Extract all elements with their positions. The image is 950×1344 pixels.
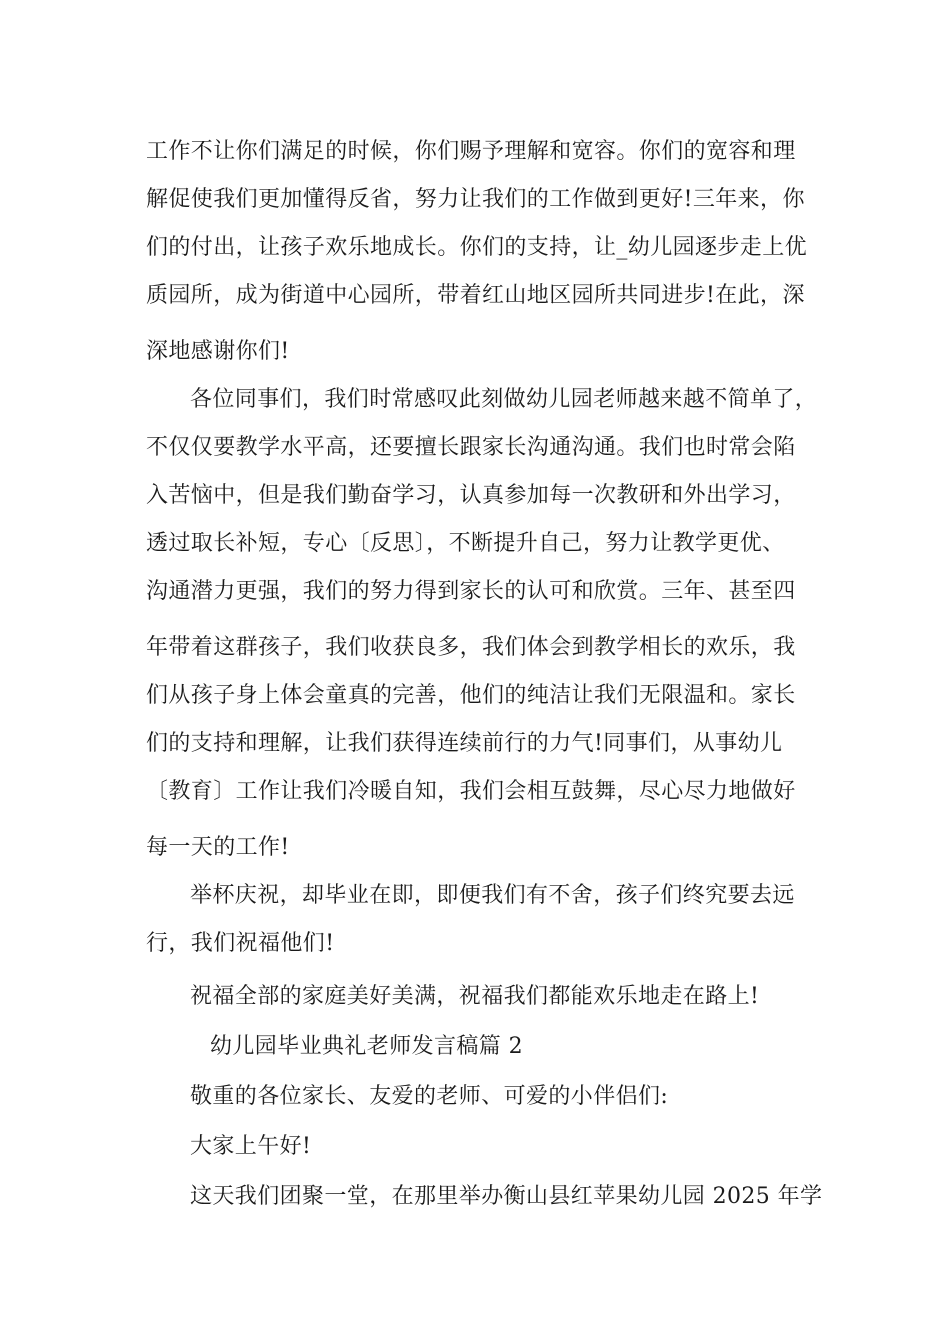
paragraph-line: 们的支持和理解，让我们获得连续前行的力气!同事们，从事幼儿 xyxy=(146,731,783,756)
section-heading: 幼儿园毕业典礼老师发言稿篇 2 xyxy=(210,1034,523,1059)
greeting-line: 大家上午好! xyxy=(190,1134,312,1159)
paragraph-line: 质园所，成为街道中心园所，带着红山地区园所共同进步!在此，深 xyxy=(146,283,805,308)
paragraph-line: 们从孩子身上体会童真的完善，他们的纯洁让我们无限温和。家长 xyxy=(146,683,796,708)
paragraph-line: 祝福全部的家庭美好美满，祝福我们都能欢乐地走在路上! xyxy=(190,984,760,1009)
paragraph-line: 们的付出，让孩子欢乐地成长。你们的支持，让_幼儿园逐步走上优 xyxy=(146,235,808,260)
paragraph-line: 年带着这群孩子，我们收获良多，我们体会到教学相长的欢乐，我 xyxy=(146,635,796,660)
paragraph-line: 这天我们团聚一堂，在那里举办衡山县红苹果幼儿园 2025 年学 xyxy=(190,1184,823,1209)
paragraph-line: 各位同事们，我们时常感叹此刻做幼儿园老师越来越不简单了， xyxy=(190,387,818,412)
paragraph-line: 入苦恼中，但是我们勤奋学习，认真参加每一次教研和外出学习， xyxy=(146,483,796,508)
paragraph-line: 解促使我们更加懂得反省，努力让我们的工作做到更好!三年来，你 xyxy=(146,187,805,212)
paragraph-line: 工作不让你们满足的时候，你们赐予理解和宽容。你们的宽容和理 xyxy=(146,139,796,164)
paragraph-line: 举杯庆祝，却毕业在即，即便我们有不舍，孩子们终究要去远 xyxy=(190,883,795,908)
salutation-line: 敬重的各位家长、友爱的老师、可爱的小伴侣们: xyxy=(190,1084,669,1109)
paragraph-line: 〔教育〕工作让我们冷暖自知，我们会相互鼓舞，尽心尽力地做好 xyxy=(146,779,796,804)
paragraph-line: 深地感谢你们! xyxy=(146,339,290,364)
paragraph-line: 每一天的工作! xyxy=(146,835,290,860)
paragraph-line: 沟通潜力更强，我们的努力得到家长的认可和欣赏。三年、甚至四 xyxy=(146,579,796,604)
paragraph-line: 不仅仅要教学水平高，还要擅长跟家长沟通沟通。我们也时常会陷 xyxy=(146,435,796,460)
paragraph-line: 透过取长补短，专心〔反思〕，不断提升自己，努力让教学更优、 xyxy=(146,531,785,556)
paragraph-line: 行，我们祝福他们! xyxy=(146,931,335,956)
